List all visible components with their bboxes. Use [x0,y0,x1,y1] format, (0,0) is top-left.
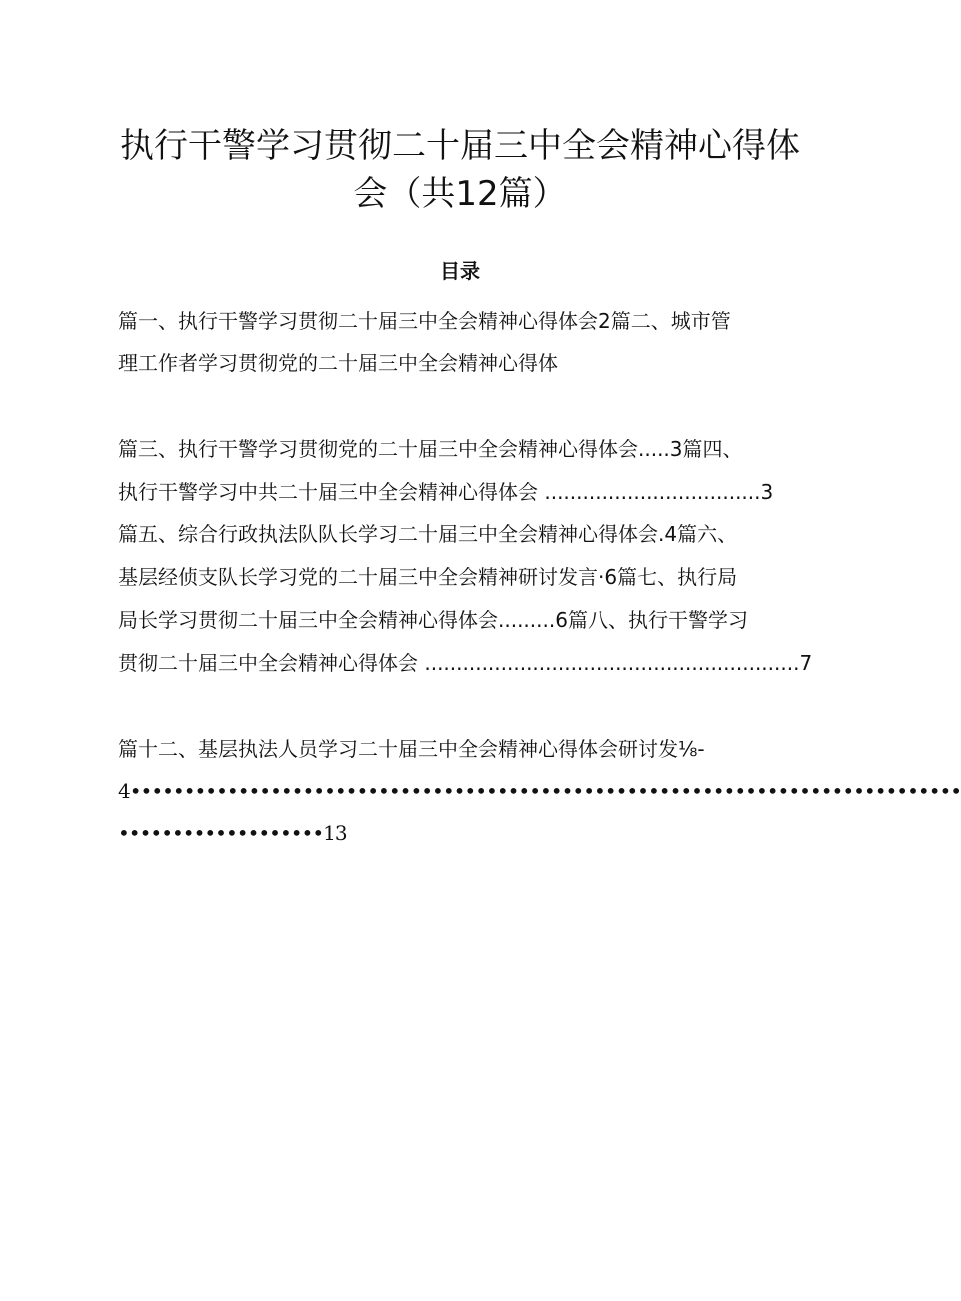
toc-entry-line[interactable]: 篇十二、基层执法人员学习二十届三中全会精神心得体会研讨发⅛- [118,737,705,761]
toc-dot-leader-line[interactable]: •••••••••••••••••••13 [118,821,347,845]
toc-dot-leader-line[interactable]: 4••••••••••••••••••••••••••••••••••••••••••••••••••••••••••••••••••••••••••••• [118,779,961,803]
toc-entry-line[interactable]: 篇五、综合行政执法队队长学习二十届三中全会精神心得体会.4篇六、 [118,522,738,546]
toc-entry-line[interactable]: 贯彻二十届三中全会精神心得体会 ...........................................................7 [118,651,813,675]
toc-heading: 目录 [440,259,480,283]
document-title-line-2: 会（共12篇） [353,174,567,214]
toc-entry-line[interactable]: 局长学习贯彻二十届三中全会精神心得体会.........6篇八、执行干警学习 [118,608,748,632]
toc-entry-line[interactable]: 执行干警学习中共二十届三中全会精神心得体会 ..................................3 [118,480,774,504]
toc-entry-line[interactable]: 篇三、执行干警学习贯彻党的二十届三中全会精神心得体会.....3篇四、 [118,437,743,461]
toc-entry-line[interactable]: 理工作者学习贯彻党的二十届三中全会精神心得体 [118,351,558,375]
toc-entry-line[interactable]: 篇一、执行干警学习贯彻二十届三中全会精神心得体会2篇二、城市管 [118,309,731,333]
document-title-line-1: 执行干警学习贯彻二十届三中全会精神心得体 [120,126,800,166]
toc-entry-line[interactable]: 基层经侦支队长学习党的二十届三中全会精神研讨发言·6篇七、执行局 [118,565,738,589]
